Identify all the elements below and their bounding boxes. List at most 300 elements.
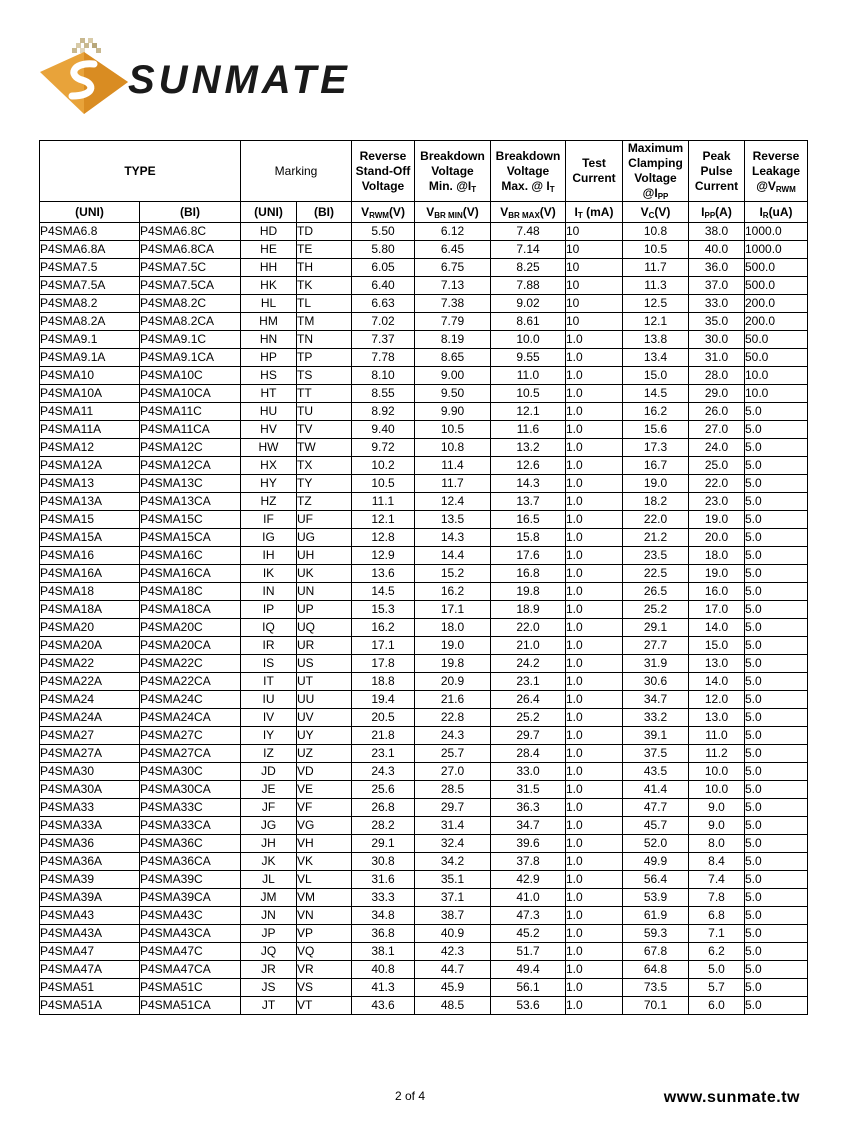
cell-it: 1.0 [566,637,623,655]
cell-vbr-max: 7.48 [491,223,566,241]
cell-ipp: 8.4 [689,853,745,871]
cell-vrwm: 5.50 [352,223,415,241]
table-row [40,943,808,961]
cell-uni-type: P4SMA27A [40,745,140,763]
subheader-vbr-max: $V_{BR MAX}(V)$ [491,202,566,223]
cell-vrwm: 5.80 [352,241,415,259]
cell-bi-type: P4SMA7.5C [140,259,241,277]
cell-vbr-max: 23.1 [491,673,566,691]
table-row [40,979,808,997]
cell-vc: 73.5 [623,979,689,997]
cell-vrwm: 10.5 [352,475,415,493]
table-body [40,223,808,1015]
cell-vc: 21.2 [623,529,689,547]
cell-vbr-min: 38.7 [415,907,491,925]
cell-vbr-min: 29.7 [415,799,491,817]
cell-ipp: 9.0 [689,799,745,817]
table-row [40,619,808,637]
cell-uni-type: P4SMA43 [40,907,140,925]
cell-marking-bi: VL [297,871,352,889]
cell-ir: 10.0 [745,385,808,403]
cell-vrwm: 11.1 [352,493,415,511]
cell-vbr-max: 11.6 [491,421,566,439]
cell-marking-uni: JG [241,817,297,835]
cell-ipp: 11.0 [689,727,745,745]
cell-bi-type: P4SMA27C [140,727,241,745]
cell-vbr-max: 19.8 [491,583,566,601]
table-row [40,529,808,547]
cell-marking-uni: IN [241,583,297,601]
cell-it: 1.0 [566,367,623,385]
cell-marking-bi: VN [297,907,352,925]
header-breakdown-min: Breakdown Voltage Min. $@I_T$ [415,141,491,202]
cell-vbr-max: 8.25 [491,259,566,277]
cell-marking-bi: UT [297,673,352,691]
cell-vrwm: 8.92 [352,403,415,421]
subheader-marking-bi: (BI) [297,202,352,223]
header-marking: Marking [241,141,352,202]
cell-marking-bi: TZ [297,493,352,511]
cell-it: 1.0 [566,925,623,943]
table-row [40,295,808,313]
cell-it: 10 [566,259,623,277]
cell-it: 1.0 [566,601,623,619]
cell-ir: 5.0 [745,781,808,799]
cell-uni-type: P4SMA51 [40,979,140,997]
cell-marking-bi: UF [297,511,352,529]
cell-vbr-max: 28.4 [491,745,566,763]
cell-marking-uni: IS [241,655,297,673]
cell-marking-bi: UH [297,547,352,565]
cell-uni-type: P4SMA8.2 [40,295,140,313]
subheader-vbr-min: $V_{BR MIN}(V)$ [415,202,491,223]
cell-vbr-max: 29.7 [491,727,566,745]
table-row [40,475,808,493]
cell-ir: 5.0 [745,655,808,673]
cell-marking-bi: TM [297,313,352,331]
cell-bi-type: P4SMA27CA [140,745,241,763]
subheader-it: $I_T$ (mA) [566,202,623,223]
cell-marking-bi: TL [297,295,352,313]
cell-vbr-min: 9.00 [415,367,491,385]
cell-marking-bi: VH [297,835,352,853]
cell-marking-bi: TX [297,457,352,475]
cell-vrwm: 8.10 [352,367,415,385]
header-peak-pulse: Peak Pulse Current [689,141,745,202]
table-row [40,889,808,907]
subheader-marking-uni: (UNI) [241,202,297,223]
cell-it: 1.0 [566,385,623,403]
table-row [40,313,808,331]
header-type: TYPE [40,141,241,202]
cell-vrwm: 19.4 [352,691,415,709]
cell-vbr-max: 49.4 [491,961,566,979]
cell-it: 1.0 [566,691,623,709]
cell-vbr-min: 18.0 [415,619,491,637]
cell-vrwm: 36.8 [352,925,415,943]
cell-ir: 5.0 [745,511,808,529]
cell-ir: 5.0 [745,943,808,961]
cell-marking-bi: VP [297,925,352,943]
cell-vbr-min: 40.9 [415,925,491,943]
cell-ipp: 15.0 [689,637,745,655]
cell-vbr-max: 14.3 [491,475,566,493]
cell-ipp: 6.2 [689,943,745,961]
table-row [40,385,808,403]
cell-vc: 12.5 [623,295,689,313]
cell-ipp: 20.0 [689,529,745,547]
cell-vc: 33.2 [623,709,689,727]
cell-vrwm: 6.63 [352,295,415,313]
cell-ipp: 7.4 [689,871,745,889]
cell-vc: 16.2 [623,403,689,421]
subheader-vrwm: $V_{RWM}(V)$ [352,202,415,223]
cell-vbr-max: 41.0 [491,889,566,907]
cell-bi-type: P4SMA8.2C [140,295,241,313]
cell-vc: 11.7 [623,259,689,277]
cell-vc: 27.7 [623,637,689,655]
cell-ir: 50.0 [745,349,808,367]
cell-marking-uni: JS [241,979,297,997]
cell-marking-bi: TY [297,475,352,493]
cell-bi-type: P4SMA10CA [140,385,241,403]
table-row [40,367,808,385]
cell-bi-type: P4SMA20C [140,619,241,637]
cell-vbr-min: 44.7 [415,961,491,979]
header-test-current: Test Current [566,141,623,202]
cell-bi-type: P4SMA51C [140,979,241,997]
cell-it: 10 [566,295,623,313]
cell-marking-uni: JT [241,997,297,1015]
cell-ir: 5.0 [745,475,808,493]
cell-vbr-max: 39.6 [491,835,566,853]
cell-ipp: 10.0 [689,763,745,781]
cell-vrwm: 12.9 [352,547,415,565]
cell-ir: 5.0 [745,421,808,439]
cell-vc: 52.0 [623,835,689,853]
cell-ipp: 28.0 [689,367,745,385]
cell-marking-bi: US [297,655,352,673]
cell-ipp: 36.0 [689,259,745,277]
cell-uni-type: P4SMA8.2A [40,313,140,331]
cell-vc: 67.8 [623,943,689,961]
cell-vbr-min: 6.45 [415,241,491,259]
cell-vbr-min: 22.8 [415,709,491,727]
cell-it: 1.0 [566,835,623,853]
cell-marking-bi: UN [297,583,352,601]
cell-marking-bi: TH [297,259,352,277]
cell-uni-type: P4SMA20A [40,637,140,655]
table-row [40,673,808,691]
cell-vbr-max: 34.7 [491,817,566,835]
cell-it: 1.0 [566,709,623,727]
cell-ipp: 23.0 [689,493,745,511]
cell-it: 1.0 [566,403,623,421]
cell-uni-type: P4SMA11A [40,421,140,439]
cell-bi-type: P4SMA6.8CA [140,241,241,259]
cell-vbr-min: 34.2 [415,853,491,871]
cell-vc: 13.8 [623,331,689,349]
cell-marking-bi: UG [297,529,352,547]
cell-it: 1.0 [566,421,623,439]
cell-vbr-max: 18.9 [491,601,566,619]
cell-marking-uni: IH [241,547,297,565]
cell-marking-uni: IT [241,673,297,691]
cell-bi-type: P4SMA39C [140,871,241,889]
cell-marking-uni: HL [241,295,297,313]
cell-bi-type: P4SMA12CA [140,457,241,475]
cell-uni-type: P4SMA13 [40,475,140,493]
cell-vbr-min: 8.19 [415,331,491,349]
cell-ir: 5.0 [745,439,808,457]
cell-it: 1.0 [566,511,623,529]
cell-ipp: 26.0 [689,403,745,421]
cell-ir: 5.0 [745,817,808,835]
cell-bi-type: P4SMA7.5CA [140,277,241,295]
cell-vbr-min: 10.5 [415,421,491,439]
cell-bi-type: P4SMA11C [140,403,241,421]
cell-uni-type: P4SMA16 [40,547,140,565]
cell-it: 10 [566,313,623,331]
cell-ipp: 40.0 [689,241,745,259]
table-row [40,871,808,889]
cell-bi-type: P4SMA6.8C [140,223,241,241]
cell-it: 1.0 [566,529,623,547]
cell-marking-bi: TV [297,421,352,439]
cell-marking-bi: TN [297,331,352,349]
table-row [40,655,808,673]
cell-ir: 200.0 [745,313,808,331]
cell-uni-type: P4SMA30A [40,781,140,799]
cell-marking-bi: UU [297,691,352,709]
cell-it: 1.0 [566,583,623,601]
table-row [40,907,808,925]
specifications-table [39,140,808,1015]
cell-ipp: 13.0 [689,709,745,727]
cell-ir: 5.0 [745,907,808,925]
cell-it: 1.0 [566,763,623,781]
cell-uni-type: P4SMA33 [40,799,140,817]
cell-bi-type: P4SMA51CA [140,997,241,1015]
cell-uni-type: P4SMA7.5 [40,259,140,277]
cell-ir: 200.0 [745,295,808,313]
cell-marking-bi: VF [297,799,352,817]
cell-vc: 61.9 [623,907,689,925]
cell-vc: 29.1 [623,619,689,637]
cell-ir: 5.0 [745,925,808,943]
cell-vrwm: 28.2 [352,817,415,835]
logo-wordmark: SUNMATE [128,58,351,102]
cell-vbr-max: 8.61 [491,313,566,331]
cell-marking-uni: HH [241,259,297,277]
cell-marking-uni: HV [241,421,297,439]
cell-ipp: 18.0 [689,547,745,565]
cell-uni-type: P4SMA47A [40,961,140,979]
cell-vc: 70.1 [623,997,689,1015]
cell-vc: 64.8 [623,961,689,979]
table-row [40,331,808,349]
cell-vbr-min: 12.4 [415,493,491,511]
cell-vbr-min: 6.12 [415,223,491,241]
cell-vc: 45.7 [623,817,689,835]
website-url: www.sunmate.tw [663,1089,800,1106]
cell-ir: 5.0 [745,763,808,781]
cell-vc: 26.5 [623,583,689,601]
cell-marking-uni: IZ [241,745,297,763]
cell-it: 1.0 [566,349,623,367]
cell-vrwm: 24.3 [352,763,415,781]
cell-vc: 39.1 [623,727,689,745]
cell-vbr-min: 8.65 [415,349,491,367]
table-header-row [40,141,808,202]
cell-vrwm: 7.78 [352,349,415,367]
cell-vrwm: 10.2 [352,457,415,475]
cell-ipp: 9.0 [689,817,745,835]
cell-uni-type: P4SMA22 [40,655,140,673]
cell-it: 1.0 [566,655,623,673]
cell-ir: 5.0 [745,745,808,763]
cell-vbr-min: 9.50 [415,385,491,403]
cell-vbr-min: 14.4 [415,547,491,565]
cell-vrwm: 13.6 [352,565,415,583]
cell-ir: 1000.0 [745,223,808,241]
table-row [40,601,808,619]
cell-ipp: 11.2 [689,745,745,763]
cell-vc: 59.3 [623,925,689,943]
header-max-clamping: Maximum Clamping Voltage $@I_{PP}$ [623,141,689,202]
table-row [40,583,808,601]
cell-ipp: 6.8 [689,907,745,925]
cell-vc: 17.3 [623,439,689,457]
cell-vc: 15.6 [623,421,689,439]
cell-vc: 47.7 [623,799,689,817]
cell-uni-type: P4SMA18 [40,583,140,601]
cell-marking-uni: JQ [241,943,297,961]
cell-marking-bi: TK [297,277,352,295]
cell-marking-uni: IF [241,511,297,529]
cell-it: 1.0 [566,889,623,907]
cell-marking-uni: HE [241,241,297,259]
cell-uni-type: P4SMA6.8 [40,223,140,241]
subheader-uni: (UNI) [40,202,140,223]
cell-bi-type: P4SMA9.1CA [140,349,241,367]
cell-ipp: 25.0 [689,457,745,475]
cell-ir: 5.0 [745,961,808,979]
cell-vbr-max: 45.2 [491,925,566,943]
cell-marking-bi: TP [297,349,352,367]
cell-vbr-max: 9.55 [491,349,566,367]
cell-ir: 5.0 [745,997,808,1015]
cell-it: 1.0 [566,907,623,925]
cell-vc: 41.4 [623,781,689,799]
cell-vrwm: 7.37 [352,331,415,349]
cell-marking-bi: VM [297,889,352,907]
cell-vc: 22.0 [623,511,689,529]
cell-vrwm: 17.8 [352,655,415,673]
cell-ipp: 6.0 [689,997,745,1015]
cell-marking-uni: JF [241,799,297,817]
cell-vbr-min: 48.5 [415,997,491,1015]
cell-vrwm: 23.1 [352,745,415,763]
cell-vbr-min: 11.7 [415,475,491,493]
cell-vbr-min: 31.4 [415,817,491,835]
cell-vc: 14.5 [623,385,689,403]
table-row [40,799,808,817]
cell-it: 1.0 [566,745,623,763]
cell-bi-type: P4SMA16CA [140,565,241,583]
cell-vc: 43.5 [623,763,689,781]
cell-marking-uni: HY [241,475,297,493]
cell-vbr-min: 24.3 [415,727,491,745]
cell-bi-type: P4SMA43CA [140,925,241,943]
cell-marking-bi: UZ [297,745,352,763]
cell-vbr-min: 20.9 [415,673,491,691]
cell-uni-type: P4SMA22A [40,673,140,691]
cell-ipp: 37.0 [689,277,745,295]
table-row [40,241,808,259]
cell-it: 1.0 [566,961,623,979]
cell-ipp: 33.0 [689,295,745,313]
table-row [40,511,808,529]
table-row [40,223,808,241]
page-number: 2 of 4 [394,1089,426,1103]
cell-vrwm: 17.1 [352,637,415,655]
cell-vbr-min: 19.8 [415,655,491,673]
cell-uni-type: P4SMA15 [40,511,140,529]
cell-bi-type: P4SMA15C [140,511,241,529]
cell-ipp: 14.0 [689,619,745,637]
cell-marking-bi: VG [297,817,352,835]
cell-vrwm: 12.1 [352,511,415,529]
cell-uni-type: P4SMA20 [40,619,140,637]
cell-ir: 500.0 [745,259,808,277]
cell-vc: 10.8 [623,223,689,241]
cell-marking-bi: UY [297,727,352,745]
cell-ir: 1000.0 [745,241,808,259]
cell-ir: 5.0 [745,583,808,601]
cell-ir: 5.0 [745,637,808,655]
cell-uni-type: P4SMA9.1 [40,331,140,349]
cell-ipp: 8.0 [689,835,745,853]
cell-vbr-max: 16.5 [491,511,566,529]
cell-vc: 16.7 [623,457,689,475]
table-row [40,745,808,763]
table-row [40,853,808,871]
table-row [40,781,808,799]
cell-marking-bi: VD [297,763,352,781]
cell-vc: 12.1 [623,313,689,331]
cell-marking-uni: JP [241,925,297,943]
cell-vrwm: 7.02 [352,313,415,331]
cell-vbr-min: 42.3 [415,943,491,961]
cell-bi-type: P4SMA16C [140,547,241,565]
header-reverse-standoff: Reverse Stand-Off Voltage [352,141,415,202]
subheader-ipp: $I_{PP}(A)$ [689,202,745,223]
table-row [40,565,808,583]
cell-marking-uni: IQ [241,619,297,637]
cell-vbr-max: 7.88 [491,277,566,295]
table-row [40,403,808,421]
cell-vbr-max: 10.0 [491,331,566,349]
cell-marking-uni: IK [241,565,297,583]
cell-marking-bi: TW [297,439,352,457]
cell-ir: 5.0 [745,493,808,511]
cell-ipp: 5.7 [689,979,745,997]
cell-marking-uni: IG [241,529,297,547]
table-row [40,925,808,943]
cell-it: 1.0 [566,817,623,835]
cell-marking-uni: HN [241,331,297,349]
